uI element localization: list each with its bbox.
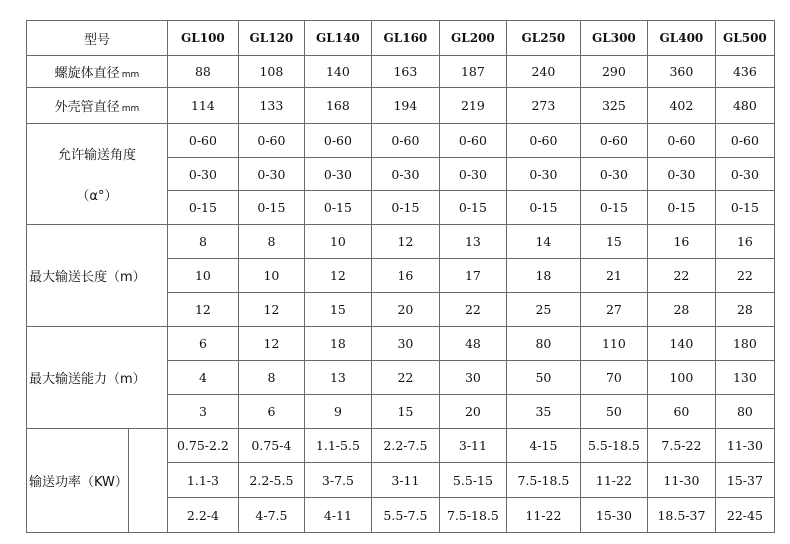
- table-cell: 114: [167, 88, 238, 124]
- table-cell: 5.5-15: [439, 463, 506, 498]
- table-cell: 8: [167, 225, 238, 259]
- angle-label-line1: 允许输送角度: [57, 148, 136, 163]
- table-cell: 0-60: [167, 124, 238, 158]
- table-cell: 402: [647, 88, 715, 124]
- table-cell: 10: [167, 259, 238, 293]
- model-name: GL100: [167, 21, 238, 56]
- table-cell: 3-11: [371, 463, 439, 498]
- table-cell: 110: [580, 327, 647, 361]
- table-cell: 325: [580, 88, 647, 124]
- table-cell: 0-15: [580, 191, 647, 225]
- table-cell: 7.5-18.5: [439, 498, 506, 533]
- model-label: 型号: [27, 21, 168, 56]
- table-cell: 3-11: [439, 429, 506, 463]
- table-cell: 0-60: [647, 124, 715, 158]
- table-cell: 35: [506, 395, 580, 429]
- table-cell: 480: [715, 88, 774, 124]
- table-cell: 28: [715, 293, 774, 327]
- table-cell: 16: [371, 259, 439, 293]
- table-cell: 7.5-18.5: [506, 463, 580, 498]
- angle-label: [27, 124, 168, 225]
- table-cell: 0-60: [439, 124, 506, 158]
- max-capacity-row: [27, 327, 775, 361]
- table-cell: 18.5-37: [647, 498, 715, 533]
- table-cell: 133: [238, 88, 304, 124]
- table-cell: 0-30: [647, 158, 715, 191]
- table-cell: 0-60: [304, 124, 371, 158]
- table-cell: 11-22: [506, 498, 580, 533]
- table-cell: 0-30: [238, 158, 304, 191]
- spec-table: [26, 20, 775, 533]
- table-cell: 0-30: [304, 158, 371, 191]
- table-cell: 15: [371, 395, 439, 429]
- tube-diameter-row: [27, 88, 775, 124]
- table-cell: 194: [371, 88, 439, 124]
- table-cell: 4-11: [304, 498, 371, 533]
- table-cell: 0-15: [167, 191, 238, 225]
- unit-text: mm: [121, 104, 140, 114]
- table-cell: 15-37: [715, 463, 774, 498]
- power-label: 输送功率（KW）: [27, 429, 129, 533]
- table-cell: 70: [580, 361, 647, 395]
- table-cell: 0-30: [439, 158, 506, 191]
- max-length-row: [27, 225, 775, 259]
- table-cell: 360: [647, 56, 715, 88]
- model-name: GL250: [506, 21, 580, 56]
- table-cell: 27: [580, 293, 647, 327]
- table-cell: 0-15: [647, 191, 715, 225]
- power-row: [27, 429, 775, 463]
- table-cell: 219: [439, 88, 506, 124]
- table-cell: 14: [506, 225, 580, 259]
- table-cell: 12: [167, 293, 238, 327]
- max-capacity-label: 最大输送能力（m）: [27, 327, 168, 429]
- table-cell: 13: [304, 361, 371, 395]
- table-cell: 0-60: [580, 124, 647, 158]
- table-cell: 50: [580, 395, 647, 429]
- table-cell: 10: [304, 225, 371, 259]
- table-cell: 140: [304, 56, 371, 88]
- model-name: GL160: [371, 21, 439, 56]
- table-cell: 80: [715, 395, 774, 429]
- table-cell: 100: [647, 361, 715, 395]
- table-cell: 11-30: [715, 429, 774, 463]
- table-cell: 12: [238, 293, 304, 327]
- table-cell: 290: [580, 56, 647, 88]
- table-cell: 12: [371, 225, 439, 259]
- table-cell: 60: [647, 395, 715, 429]
- power-sub-cell: [128, 429, 167, 533]
- table-cell: 15: [304, 293, 371, 327]
- table-cell: 11-30: [647, 463, 715, 498]
- table-cell: 0-30: [715, 158, 774, 191]
- table-cell: 0-30: [506, 158, 580, 191]
- model-name: GL300: [580, 21, 647, 56]
- table-cell: 240: [506, 56, 580, 88]
- table-cell: 11-22: [580, 463, 647, 498]
- table-cell: 48: [439, 327, 506, 361]
- table-cell: 5.5-7.5: [371, 498, 439, 533]
- table-cell: 9: [304, 395, 371, 429]
- table-cell: 30: [439, 361, 506, 395]
- table-cell: 12: [304, 259, 371, 293]
- label-text: 外壳管直径: [54, 100, 120, 115]
- table-cell: 16: [647, 225, 715, 259]
- table-cell: 0-15: [506, 191, 580, 225]
- table-cell: 1.1-3: [167, 463, 238, 498]
- table-cell: 17: [439, 259, 506, 293]
- table-cell: 130: [715, 361, 774, 395]
- table-cell: 8: [238, 361, 304, 395]
- table-cell: 20: [371, 293, 439, 327]
- table-cell: 15-30: [580, 498, 647, 533]
- table-cell: 18: [304, 327, 371, 361]
- table-cell: 0-15: [304, 191, 371, 225]
- table-cell: 0-15: [371, 191, 439, 225]
- table-cell: 0-60: [715, 124, 774, 158]
- table-cell: 0-30: [371, 158, 439, 191]
- table-cell: 2.2-7.5: [371, 429, 439, 463]
- table-cell: 436: [715, 56, 774, 88]
- model-name: GL500: [715, 21, 774, 56]
- table-cell: 140: [647, 327, 715, 361]
- table-cell: 163: [371, 56, 439, 88]
- table-cell: 22: [715, 259, 774, 293]
- table-cell: 12: [238, 327, 304, 361]
- angle-label-line2: （α°）: [76, 189, 118, 204]
- table-cell: 6: [238, 395, 304, 429]
- table-cell: 187: [439, 56, 506, 88]
- table-cell: 4: [167, 361, 238, 395]
- table-cell: 25: [506, 293, 580, 327]
- table-cell: 0-60: [371, 124, 439, 158]
- table-cell: 0-60: [238, 124, 304, 158]
- table-cell: 6: [167, 327, 238, 361]
- table-cell: 28: [647, 293, 715, 327]
- table-cell: 18: [506, 259, 580, 293]
- table-cell: 0-15: [439, 191, 506, 225]
- table-cell: 4-15: [506, 429, 580, 463]
- table-cell: 20: [439, 395, 506, 429]
- table-cell: 0.75-2.2: [167, 429, 238, 463]
- table-cell: 10: [238, 259, 304, 293]
- model-name: GL200: [439, 21, 506, 56]
- screw-diameter-row: [27, 56, 775, 88]
- table-cell: 5.5-18.5: [580, 429, 647, 463]
- angle-row: [27, 124, 775, 158]
- table-cell: 16: [715, 225, 774, 259]
- table-cell: 108: [238, 56, 304, 88]
- table-cell: 8: [238, 225, 304, 259]
- screw-diameter-label: [27, 56, 168, 88]
- table-cell: 21: [580, 259, 647, 293]
- table-cell: 7.5-22: [647, 429, 715, 463]
- table-cell: 0-15: [238, 191, 304, 225]
- table-cell: 273: [506, 88, 580, 124]
- table-cell: 3-7.5: [304, 463, 371, 498]
- model-name: GL120: [238, 21, 304, 56]
- label-text: 螺旋体直径: [54, 66, 120, 81]
- table-cell: 0-30: [580, 158, 647, 191]
- table-cell: 1.1-5.5: [304, 429, 371, 463]
- table-cell: 0-30: [167, 158, 238, 191]
- table-cell: 168: [304, 88, 371, 124]
- header-row: [27, 21, 775, 56]
- table-cell: 2.2-4: [167, 498, 238, 533]
- table-cell: 80: [506, 327, 580, 361]
- table-cell: 22-45: [715, 498, 774, 533]
- table-cell: 15: [580, 225, 647, 259]
- table-cell: 3: [167, 395, 238, 429]
- tube-diameter-label: [27, 88, 168, 124]
- model-name: GL140: [304, 21, 371, 56]
- table-cell: 22: [647, 259, 715, 293]
- table-cell: 22: [439, 293, 506, 327]
- model-name: GL400: [647, 21, 715, 56]
- table-cell: 4-7.5: [238, 498, 304, 533]
- table-cell: 88: [167, 56, 238, 88]
- table-cell: 180: [715, 327, 774, 361]
- table-cell: 0-60: [506, 124, 580, 158]
- table-cell: 0.75-4: [238, 429, 304, 463]
- table-cell: 2.2-5.5: [238, 463, 304, 498]
- table-cell: 13: [439, 225, 506, 259]
- unit-text: mm: [121, 70, 140, 80]
- table-cell: 50: [506, 361, 580, 395]
- table-cell: 30: [371, 327, 439, 361]
- table-cell: 0-15: [715, 191, 774, 225]
- max-length-label: 最大输送长度（m）: [27, 225, 168, 327]
- table-cell: 22: [371, 361, 439, 395]
